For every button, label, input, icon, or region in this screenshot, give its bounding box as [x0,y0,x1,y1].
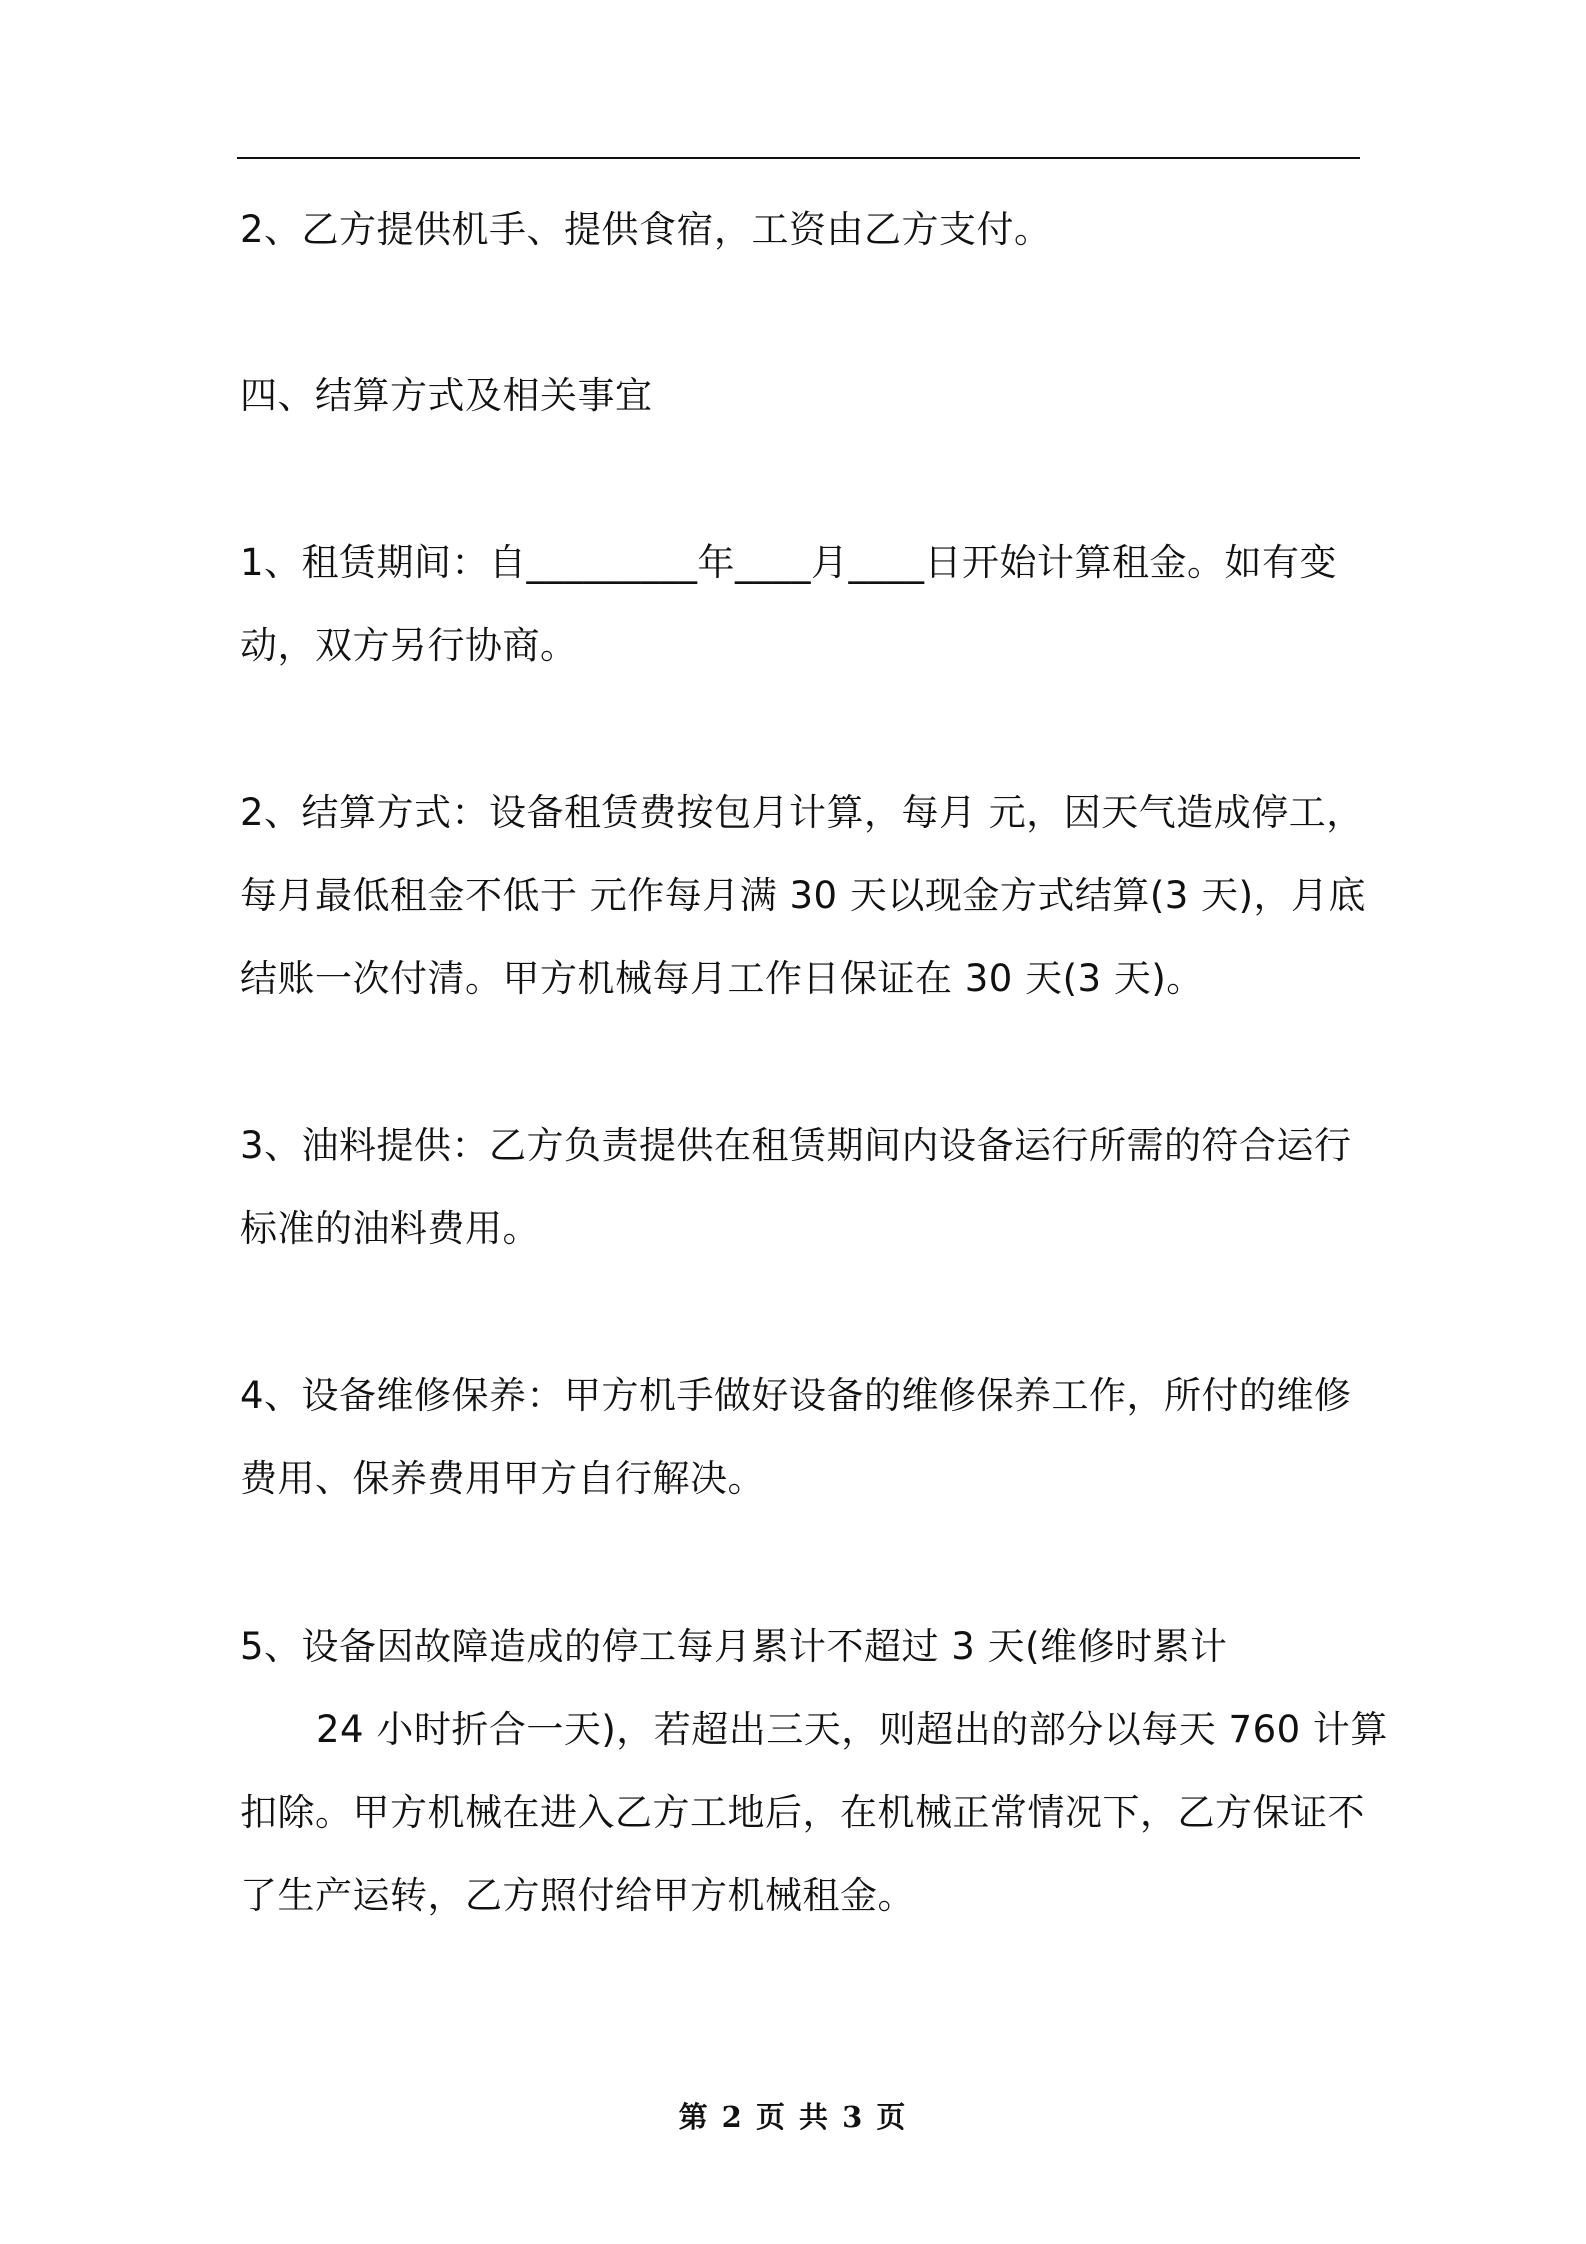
paragraph-line: 24 小时折合一天)，若超出三天，则超出的部分以每天 760 计算 [316,1708,1388,1751]
paragraph-line: 3、油料提供：乙方负责提供在租赁期间内设备运行所需的符合运行 [240,1124,1352,1167]
paragraph-line: 1、租赁期间：自_________年____月____日开始计算租金。如有变 [240,541,1338,584]
paragraph-line: 费用、保养费用甲方自行解决。 [240,1457,765,1500]
paragraph-line: 标准的油料费用。 [240,1207,540,1250]
paragraph-line: 5、设备因故障造成的停工每月累计不超过 3 天(维修时累计 [240,1625,1228,1668]
paragraph-line: 4、设备维修保养：甲方机手做好设备的维修保养工作，所付的维修 [240,1374,1352,1417]
paragraph-line: 了生产运转，乙方照付给甲方机械租金。 [240,1874,915,1917]
header-rule [237,157,1360,159]
paragraph-line: 结账一次付清。甲方机械每月工作日保证在 30 天(3 天)。 [240,957,1204,1000]
section-heading: 四、结算方式及相关事宜 [240,374,653,417]
page-number: 第 2 页 共 3 页 [678,2100,908,2134]
paragraph-line: 动，双方另行协商。 [240,624,578,667]
paragraph-line: 2、乙方提供机手、提供食宿，工资由乙方支付。 [240,208,1052,251]
paragraph-line: 2、结算方式：设备租赁费按包月计算，每月 元，因天气造成停工， [240,791,1364,834]
paragraph-line: 扣除。甲方机械在进入乙方工地后，在机械正常情况下，乙方保证不 [240,1791,1365,1834]
paragraph-line: 每月最低租金不低于 元作每月满 30 天以现金方式结算(3 天)，月底 [240,874,1367,917]
